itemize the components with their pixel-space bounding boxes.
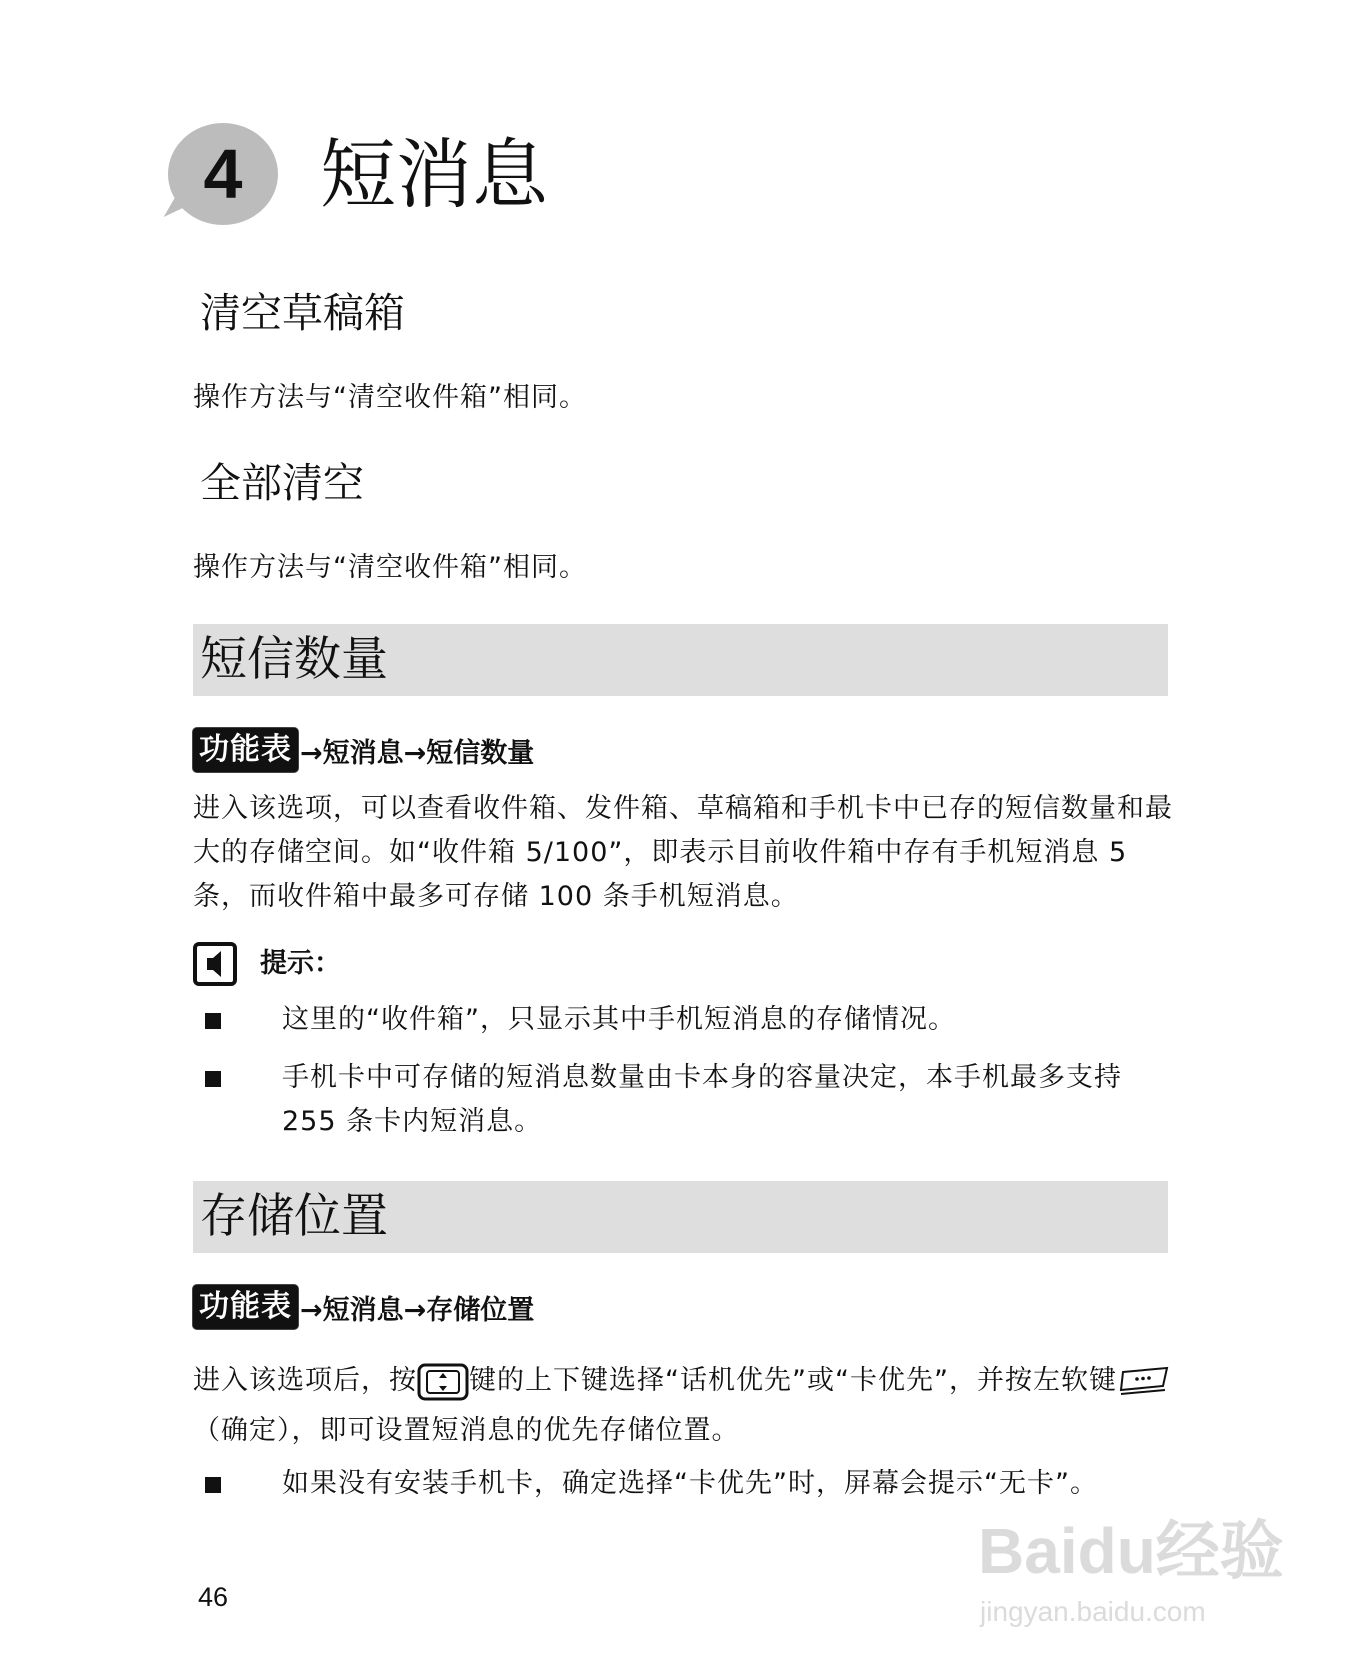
storage-location-body — [193, 1356, 1173, 1456]
chapter-title: 短消息 — [320, 130, 548, 219]
heading-clear-drafts: 清空草稿箱 — [200, 289, 405, 337]
menu-path-text: →短消息→短信数量 — [300, 737, 535, 769]
menu-path-sms-count — [193, 726, 534, 774]
bullet-square — [205, 1477, 221, 1493]
menu-path-storage-location — [193, 1283, 534, 1331]
menu-path-text: →短消息→存储位置 — [300, 1294, 535, 1326]
body-part-3: （确定），即可设置短消息的优先存储位置。 — [193, 1415, 740, 1446]
bullet-text: 这里的“收件箱”，只显示其中手机短消息的存储情况。 — [282, 1004, 956, 1035]
bullet-text: 如果没有安装手机卡，确定选择“卡优先”时，屏幕会提示“无卡”。 — [282, 1468, 1098, 1499]
body-part-2: 键的上下键选择“话机优先”或“卡优先”，并按左软键 — [469, 1365, 1117, 1396]
bullet-square — [205, 1013, 221, 1029]
watermark — [978, 1500, 1288, 1640]
chapter-number: 4 — [203, 135, 243, 213]
heading-clear-all: 全部清空 — [200, 459, 364, 507]
tip-label: 提示： — [260, 948, 341, 979]
menu-key-label: 功能表 — [193, 728, 298, 772]
body-part-1: 进入该选项后，按 — [193, 1365, 417, 1396]
clear-drafts-body: 操作方法与“清空收件箱”相同。 — [193, 382, 587, 413]
left-softkey-icon — [1117, 1364, 1173, 1400]
sms-count-body: 进入该选项，可以查看收件箱、发件箱、草稿箱和手机卡中已存的短信数量和最大的存储空间。如“收件箱 5/100”，即表示目前收件箱中存有手机短消息 5 条，而收件箱中最多可存储 100 条手机短消息。 — [193, 793, 1173, 912]
bullet-text: 手机卡中可存储的短消息数量由卡本身的容量决定，本手机最多支持 255 条卡内短消息。 — [282, 1062, 1122, 1137]
speaker-icon — [193, 942, 237, 986]
watermark-brand: Baidu经验 — [978, 1515, 1284, 1587]
nav-key-icon — [417, 1361, 469, 1403]
watermark-url: jingyan.baidu.com — [980, 1596, 1206, 1627]
menu-key-label: 功能表 — [193, 1285, 298, 1329]
bullet-square — [205, 1071, 221, 1087]
page-number: 46 — [198, 1582, 229, 1612]
clear-all-body: 操作方法与“清空收件箱”相同。 — [193, 552, 587, 583]
section-title-sms-count: 短信数量 — [200, 632, 388, 687]
section-title-storage-location: 存储位置 — [200, 1189, 388, 1244]
